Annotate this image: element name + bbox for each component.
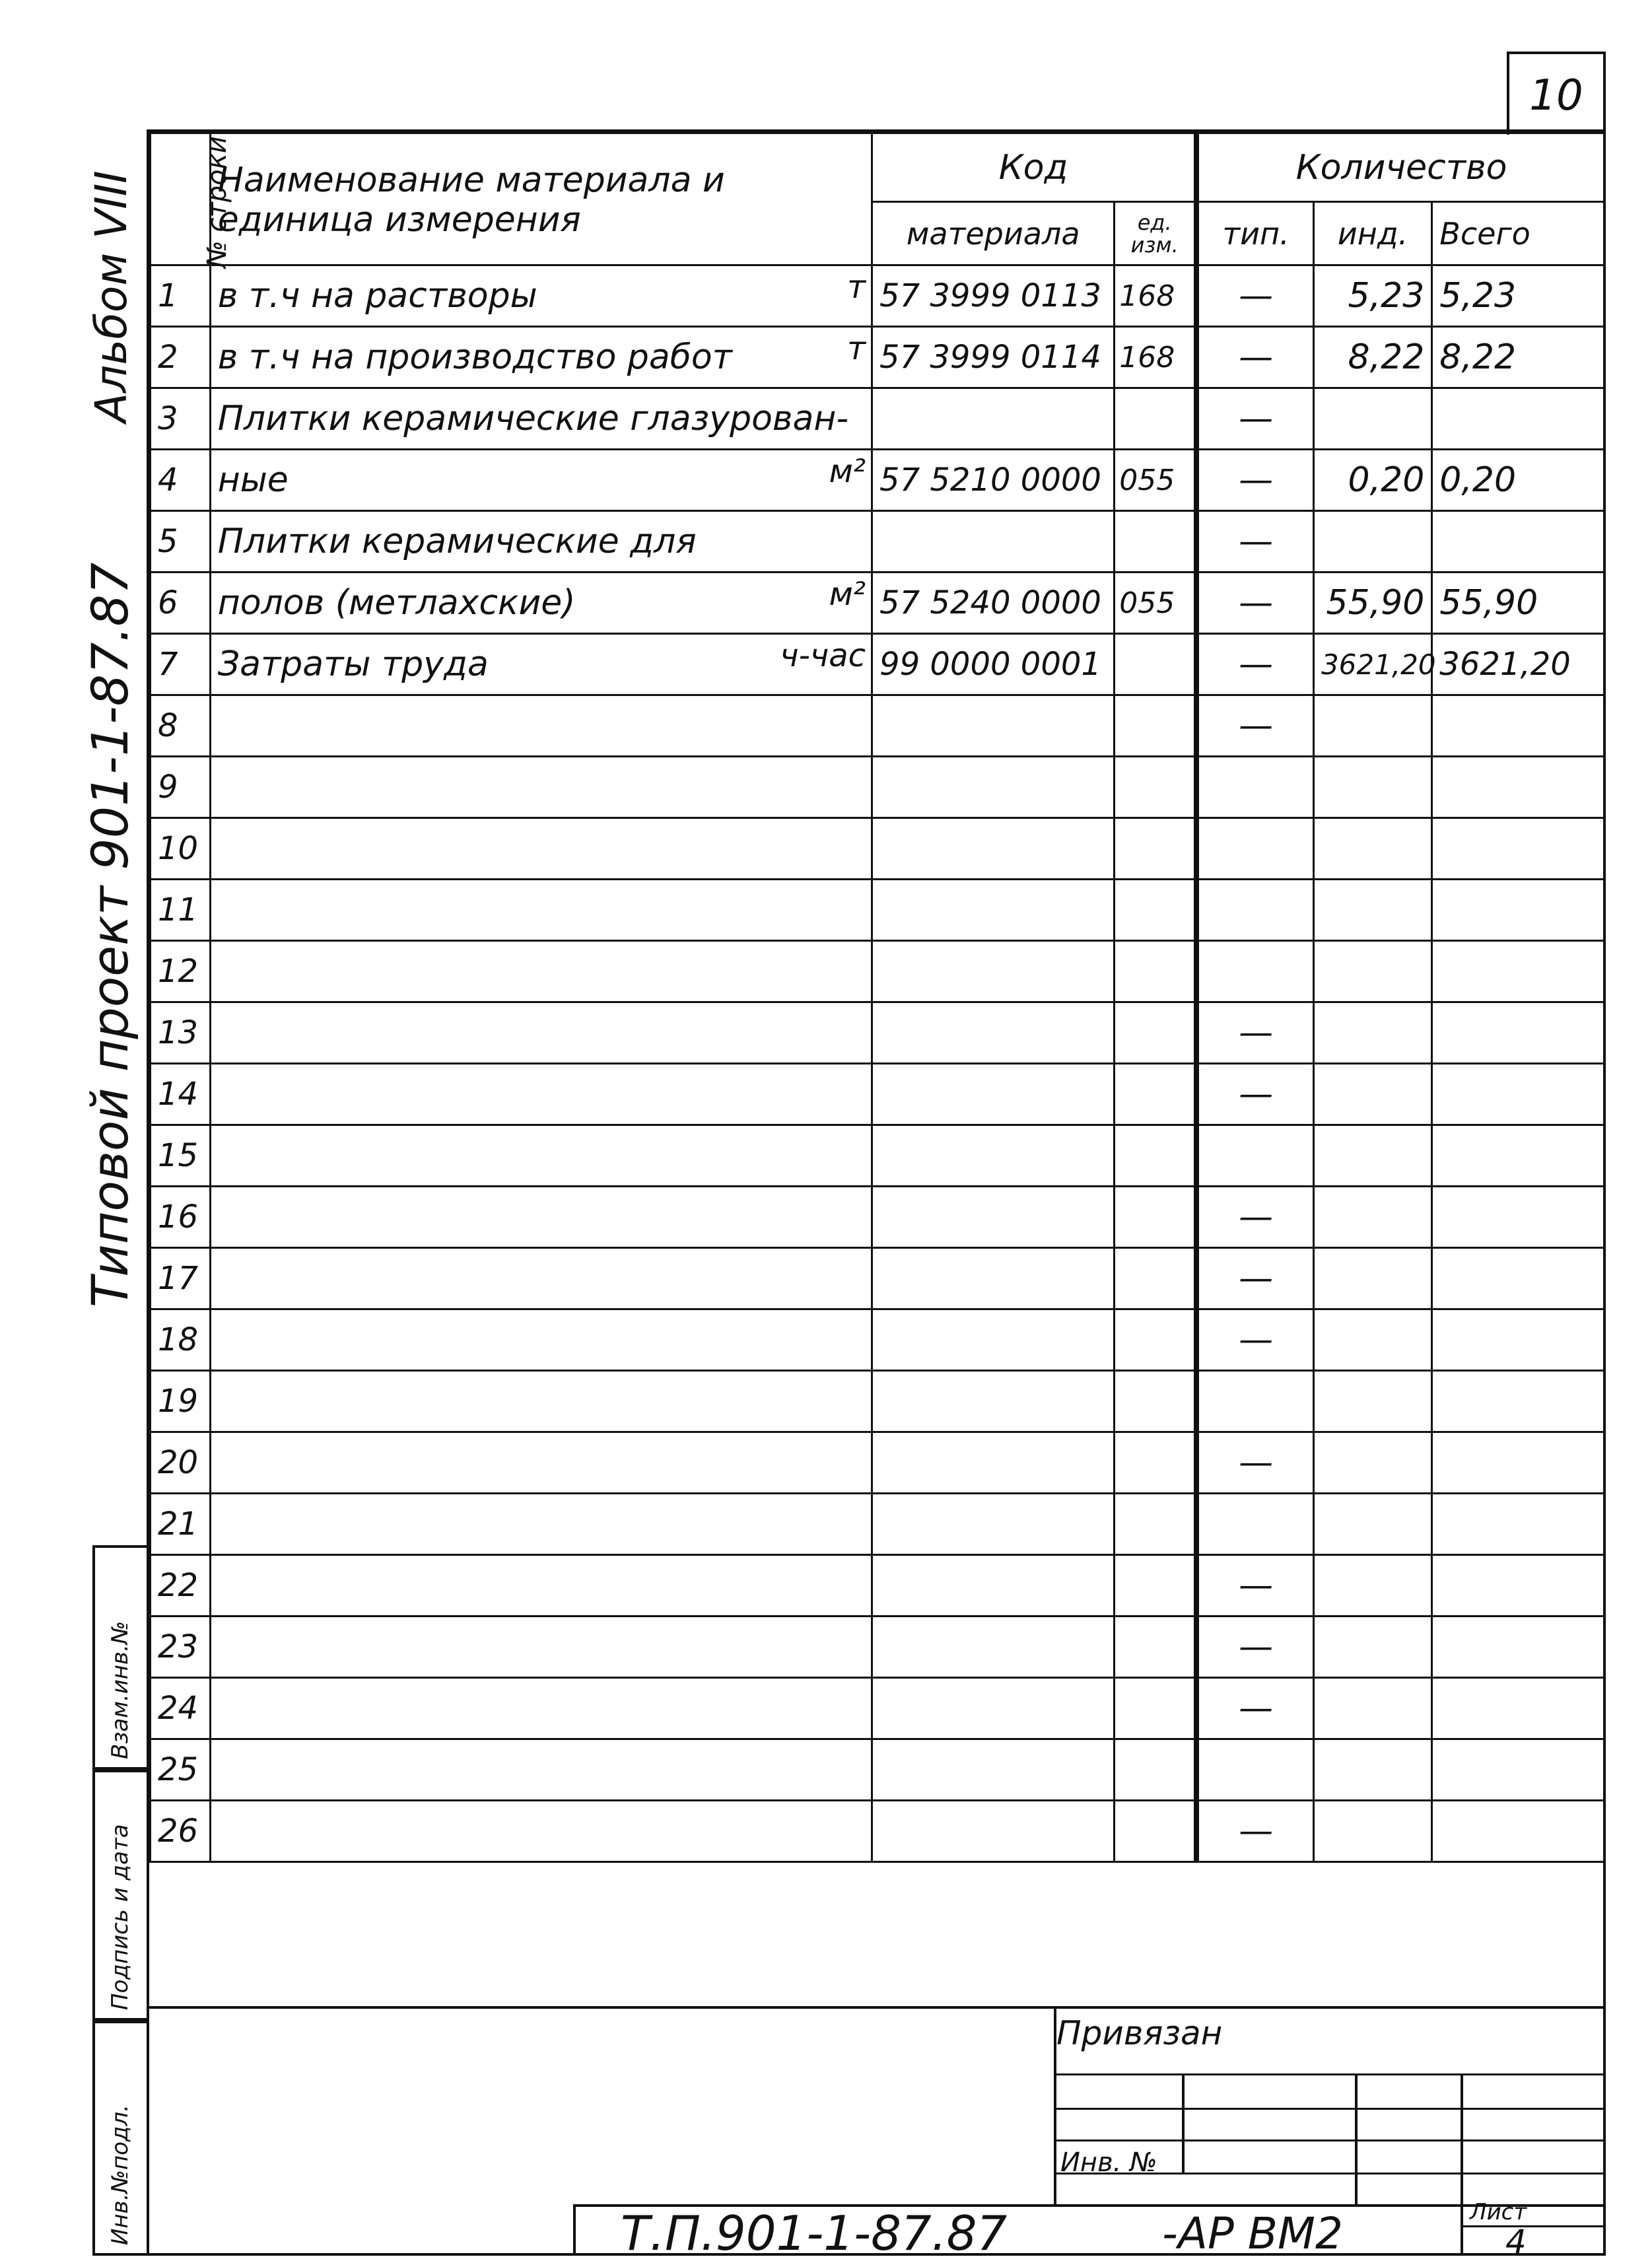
qty-tip-cell: — <box>1196 1002 1313 1064</box>
col-qty-total-label: Всего <box>1439 215 1531 252</box>
qty-ind-cell <box>1313 1494 1431 1555</box>
col-row-no-header <box>151 133 232 268</box>
qty-total-cell <box>1432 1555 1605 1617</box>
qty-ind-cell <box>1313 1002 1431 1064</box>
row-number-cell: 14 <box>151 1064 211 1125</box>
material-name: в т.ч на растворы <box>217 276 537 316</box>
row-number-cell: 1 <box>151 265 211 327</box>
title-block-top-line <box>149 2006 1606 2009</box>
qty-ind-cell <box>1313 757 1431 818</box>
table-row <box>151 1555 1605 1617</box>
material-code-cell <box>872 695 1115 757</box>
material-code-cell: 57 3999 0114 <box>872 327 1115 388</box>
material-name-cell <box>210 1617 872 1678</box>
material-name-cell <box>210 1494 872 1555</box>
table-row <box>151 634 1605 695</box>
unit-code-cell <box>1115 1555 1196 1617</box>
inv-no-label: Инв. № <box>1060 2147 1157 2178</box>
privyazan-label: Привязан <box>1056 2014 1223 2052</box>
qty-tip-cell: — <box>1196 1309 1313 1371</box>
unit-code-cell <box>1115 695 1196 757</box>
unit-code-cell <box>1115 1494 1196 1555</box>
material-code-cell <box>872 1371 1115 1432</box>
qty-tip-cell: — <box>1196 1555 1313 1617</box>
col-name-label: Наименование материала и единица измерения <box>217 160 725 240</box>
material-name: Плитки керамические для <box>217 522 697 561</box>
table-row <box>151 880 1605 941</box>
table-row <box>151 1125 1605 1187</box>
unit-code-cell <box>1115 388 1196 450</box>
material-name: ные <box>217 460 289 500</box>
row-number-cell: 11 <box>151 880 211 941</box>
row-number-cell: 26 <box>151 1801 211 1862</box>
material-code-cell <box>872 511 1115 573</box>
unit-code-cell <box>1115 1617 1196 1678</box>
qty-tip-cell: — <box>1196 388 1313 450</box>
material-code-cell <box>872 1064 1115 1125</box>
table-row <box>151 1064 1605 1125</box>
qty-tip-cell <box>1196 1125 1313 1187</box>
qty-ind-cell <box>1313 1187 1431 1248</box>
material-code-cell <box>872 1617 1115 1678</box>
section-code: -АР ВМ2 <box>1162 2208 1343 2259</box>
unit-code-cell: 055 <box>1115 450 1196 511</box>
table-row <box>151 1739 1605 1801</box>
col-qty-ind-header <box>1313 202 1431 265</box>
qty-total-cell <box>1432 1125 1605 1187</box>
row-number-cell: 21 <box>151 1494 211 1555</box>
sheet-number: 10 <box>1507 52 1606 135</box>
sheet-value: 4 <box>1505 2223 1527 2261</box>
unit-code-cell <box>1115 1371 1196 1432</box>
qty-total-cell: 8,22 <box>1432 327 1605 388</box>
qty-total-cell: 5,23 <box>1432 265 1605 327</box>
unit-code-cell <box>1115 511 1196 573</box>
qty-total-cell <box>1432 818 1605 880</box>
unit-code-cell <box>1115 1309 1196 1371</box>
table-row <box>151 1801 1605 1862</box>
material-code-cell: 99 0000 0001 <box>872 634 1115 695</box>
row-number-cell: 17 <box>151 1248 211 1309</box>
unit-code-cell <box>1115 1187 1196 1248</box>
table-row <box>151 450 1605 511</box>
qty-total-cell: 0,20 <box>1432 450 1605 511</box>
qty-ind-cell <box>1313 1125 1431 1187</box>
qty-ind-cell <box>1313 818 1431 880</box>
qty-total-cell <box>1432 511 1605 573</box>
qty-tip-cell: — <box>1196 327 1313 388</box>
unit-code-cell <box>1115 880 1196 941</box>
material-name-cell <box>210 634 872 695</box>
document-code: Т.П.901-1-87.87 <box>621 2206 1008 2261</box>
col-code-label: Код <box>998 147 1068 188</box>
material-name-cell <box>210 388 872 450</box>
tb-vline-3 <box>1355 2073 1358 2206</box>
row-number-cell: 8 <box>151 695 211 757</box>
qty-ind-cell <box>1313 1432 1431 1494</box>
qty-ind-cell: 55,90 <box>1313 573 1431 634</box>
material-code-cell <box>872 1494 1115 1555</box>
material-unit: м² <box>829 576 866 613</box>
qty-total-cell <box>1432 1187 1605 1248</box>
vzam-inv-label: Взам.инв.№ <box>107 1620 133 1759</box>
table-row <box>151 1002 1605 1064</box>
material-code-cell <box>872 1187 1115 1248</box>
materials-table <box>149 132 1606 1863</box>
material-code-cell <box>872 880 1115 941</box>
qty-ind-cell <box>1313 941 1431 1002</box>
col-name-header <box>210 133 872 265</box>
material-name: в т.ч на производство работ <box>217 337 732 377</box>
material-name-cell <box>210 327 872 388</box>
row-number-cell: 23 <box>151 1617 211 1678</box>
qty-total-cell <box>1432 1801 1605 1862</box>
col-qty-total-header <box>1432 202 1605 265</box>
material-unit: т <box>847 269 866 306</box>
material-code-cell: 57 5210 0000 <box>872 450 1115 511</box>
table-row <box>151 941 1605 1002</box>
qty-ind-cell <box>1313 388 1431 450</box>
material-name-cell <box>210 880 872 941</box>
row-number-cell: 13 <box>151 1002 211 1064</box>
row-number-cell: 2 <box>151 327 211 388</box>
row-number-cell: 15 <box>151 1125 211 1187</box>
material-code-cell <box>872 1555 1115 1617</box>
row-number-cell: 19 <box>151 1371 211 1432</box>
qty-ind-cell: 8,22 <box>1313 327 1431 388</box>
row-number-cell: 7 <box>151 634 211 695</box>
material-name-cell <box>210 1187 872 1248</box>
material-code-cell <box>872 1125 1115 1187</box>
qty-ind-cell <box>1313 1248 1431 1309</box>
side-box-inv-podl <box>92 2021 149 2256</box>
material-name-cell <box>210 818 872 880</box>
qty-total-cell: 55,90 <box>1432 573 1605 634</box>
col-row-no-label: № строки <box>201 135 232 268</box>
qty-total-cell <box>1432 1002 1605 1064</box>
row-number-cell: 6 <box>151 573 211 634</box>
table-row <box>151 327 1605 388</box>
unit-code-cell: 168 <box>1115 265 1196 327</box>
table-row <box>151 265 1605 327</box>
table-row <box>151 388 1605 450</box>
material-name: Плитки керамические глазурован- <box>217 399 849 438</box>
tb-line-3 <box>1054 2139 1606 2141</box>
table-row <box>151 757 1605 818</box>
qty-ind-cell <box>1313 1555 1431 1617</box>
qty-ind-cell <box>1313 1064 1431 1125</box>
material-code-cell <box>872 1432 1115 1494</box>
material-name-cell <box>210 1739 872 1801</box>
material-code-cell <box>872 1002 1115 1064</box>
project-label: Типовой проект 901-1-87.87 <box>81 562 139 1307</box>
material-code-cell <box>872 1678 1115 1739</box>
material-unit: т <box>847 330 866 367</box>
inv-podl-label: Инв.№подл. <box>107 2104 133 2245</box>
row-number-cell: 4 <box>151 450 211 511</box>
qty-tip-cell: — <box>1196 695 1313 757</box>
qty-total-cell <box>1432 1739 1605 1801</box>
row-number-cell: 5 <box>151 511 211 573</box>
tb-sheet-divider <box>1463 2225 1606 2227</box>
material-name-cell <box>210 941 872 1002</box>
col-code-header <box>872 133 1197 202</box>
qty-tip-cell <box>1196 1739 1313 1801</box>
material-code-cell <box>872 388 1115 450</box>
album-label: Альбом VIII <box>86 170 137 423</box>
qty-tip-cell <box>1196 1371 1313 1432</box>
unit-code-cell <box>1115 1801 1196 1862</box>
qty-ind-cell <box>1313 1739 1431 1801</box>
tb-main-left-line <box>573 2204 576 2256</box>
qty-ind-cell <box>1313 695 1431 757</box>
unit-code-cell <box>1115 1739 1196 1801</box>
qty-total-cell <box>1432 1432 1605 1494</box>
material-code-cell <box>872 1309 1115 1371</box>
qty-total-cell <box>1432 695 1605 757</box>
material-name-cell <box>210 1002 872 1064</box>
qty-ind-cell: 0,20 <box>1313 450 1431 511</box>
unit-code-cell <box>1115 1064 1196 1125</box>
material-code-cell <box>872 1801 1115 1862</box>
podpis-data-label: Подпись и дата <box>107 1824 133 2010</box>
material-unit: м² <box>829 453 866 490</box>
col-qty-header <box>1196 133 1604 202</box>
qty-ind-cell <box>1313 511 1431 573</box>
qty-total-cell <box>1432 1064 1605 1125</box>
row-number-cell: 18 <box>151 1309 211 1371</box>
unit-code-cell: 055 <box>1115 573 1196 634</box>
qty-tip-cell <box>1196 941 1313 1002</box>
table-row <box>151 695 1605 757</box>
row-number-cell: 22 <box>151 1555 211 1617</box>
material-code-cell <box>872 1739 1115 1801</box>
qty-tip-cell <box>1196 880 1313 941</box>
qty-ind-cell <box>1313 1371 1431 1432</box>
material-code-cell <box>872 941 1115 1002</box>
material-unit: ч-час <box>780 637 866 674</box>
row-number-cell: 16 <box>151 1187 211 1248</box>
material-code-cell: 57 5240 0000 <box>872 573 1115 634</box>
unit-code-cell <box>1115 634 1196 695</box>
table-row <box>151 1617 1605 1678</box>
qty-total-cell <box>1432 880 1605 941</box>
qty-total-cell <box>1432 941 1605 1002</box>
qty-ind-cell <box>1313 880 1431 941</box>
unit-code-cell <box>1115 1002 1196 1064</box>
qty-tip-cell: — <box>1196 1248 1313 1309</box>
material-name-cell <box>210 1309 872 1371</box>
material-name-cell <box>210 265 872 327</box>
material-code-cell <box>872 757 1115 818</box>
unit-code-cell <box>1115 1678 1196 1739</box>
qty-total-cell <box>1432 1494 1605 1555</box>
unit-code-cell <box>1115 1248 1196 1309</box>
qty-tip-cell: — <box>1196 1187 1313 1248</box>
table-row <box>151 573 1605 634</box>
tb-vline-4 <box>1461 2073 1463 2256</box>
material-name-cell <box>210 695 872 757</box>
row-number-cell: 3 <box>151 388 211 450</box>
table-row <box>151 818 1605 880</box>
material-name-cell <box>210 1248 872 1309</box>
qty-tip-cell: — <box>1196 573 1313 634</box>
unit-code-cell <box>1115 818 1196 880</box>
table-row <box>151 511 1605 573</box>
table-row <box>151 1248 1605 1309</box>
tb-vline-2 <box>1182 2073 1185 2173</box>
row-number-cell: 20 <box>151 1432 211 1494</box>
material-name-cell <box>210 1125 872 1187</box>
qty-ind-cell: 3621,20 <box>1313 634 1431 695</box>
qty-total-cell <box>1432 388 1605 450</box>
row-number-cell: 12 <box>151 941 211 1002</box>
qty-total-cell <box>1432 1371 1605 1432</box>
tb-line-1 <box>1054 2073 1606 2075</box>
qty-total-cell <box>1432 1248 1605 1309</box>
row-number-cell: 10 <box>151 818 211 880</box>
qty-tip-cell: — <box>1196 1678 1313 1739</box>
col-qty-tip-label: тип. <box>1222 215 1290 252</box>
material-name-cell <box>210 1064 872 1125</box>
qty-tip-cell: — <box>1196 265 1313 327</box>
tb-line-2 <box>1054 2108 1606 2110</box>
row-number-cell: 24 <box>151 1678 211 1739</box>
col-code-material-label: материала <box>906 215 1080 252</box>
material-name: Затраты труда <box>217 644 489 684</box>
unit-code-cell <box>1115 757 1196 818</box>
material-code-cell <box>872 1248 1115 1309</box>
side-box-vzam-inv <box>92 1545 149 1770</box>
col-code-material-header <box>872 202 1115 265</box>
side-box-podpis-data <box>92 1770 149 2021</box>
col-code-unit-header <box>1115 202 1196 265</box>
qty-total-cell <box>1432 757 1605 818</box>
unit-code-cell <box>1115 1432 1196 1494</box>
material-name-cell <box>210 573 872 634</box>
col-qty-label: Количество <box>1295 147 1507 188</box>
qty-tip-cell <box>1196 757 1313 818</box>
unit-code-cell <box>1115 941 1196 1002</box>
qty-tip-cell: — <box>1196 634 1313 695</box>
material-name-cell <box>210 511 872 573</box>
qty-total-cell: 3621,20 <box>1432 634 1605 695</box>
material-name-cell <box>210 1678 872 1739</box>
qty-total-cell <box>1432 1617 1605 1678</box>
unit-code-cell <box>1115 1125 1196 1187</box>
qty-ind-cell <box>1313 1617 1431 1678</box>
material-name-cell <box>210 1555 872 1617</box>
qty-tip-cell: — <box>1196 450 1313 511</box>
qty-tip-cell <box>1196 818 1313 880</box>
material-name: полов (метлахские) <box>217 583 576 623</box>
qty-tip-cell <box>1196 1494 1313 1555</box>
table-row <box>151 1678 1605 1739</box>
material-code-cell <box>872 818 1115 880</box>
material-name-cell <box>210 1371 872 1432</box>
table-row <box>151 1187 1605 1248</box>
table-row <box>151 1432 1605 1494</box>
qty-tip-cell: — <box>1196 511 1313 573</box>
qty-ind-cell <box>1313 1801 1431 1862</box>
col-qty-tip-header <box>1196 202 1313 265</box>
row-number-cell: 25 <box>151 1739 211 1801</box>
material-code-cell: 57 3999 0113 <box>872 265 1115 327</box>
table-row <box>151 1494 1605 1555</box>
qty-tip-cell: — <box>1196 1617 1313 1678</box>
qty-ind-cell: 5,23 <box>1313 265 1431 327</box>
col-qty-ind-label: инд. <box>1337 215 1408 252</box>
col-code-unit-label: ед. изм. <box>1130 209 1179 258</box>
material-name-cell <box>210 450 872 511</box>
table-row <box>151 1371 1605 1432</box>
qty-tip-cell: — <box>1196 1064 1313 1125</box>
row-number-cell: 9 <box>151 757 211 818</box>
qty-total-cell <box>1432 1309 1605 1371</box>
sheet-label: Лист <box>1470 2199 1527 2225</box>
tb-vline-left <box>1054 2007 1056 2206</box>
material-name-cell <box>210 1432 872 1494</box>
qty-ind-cell <box>1313 1678 1431 1739</box>
table-row <box>151 1309 1605 1371</box>
material-name-cell <box>210 1801 872 1862</box>
qty-total-cell <box>1432 1678 1605 1739</box>
qty-ind-cell <box>1313 1309 1431 1371</box>
qty-tip-cell: — <box>1196 1801 1313 1862</box>
qty-tip-cell: — <box>1196 1432 1313 1494</box>
unit-code-cell: 168 <box>1115 327 1196 388</box>
material-name-cell <box>210 757 872 818</box>
